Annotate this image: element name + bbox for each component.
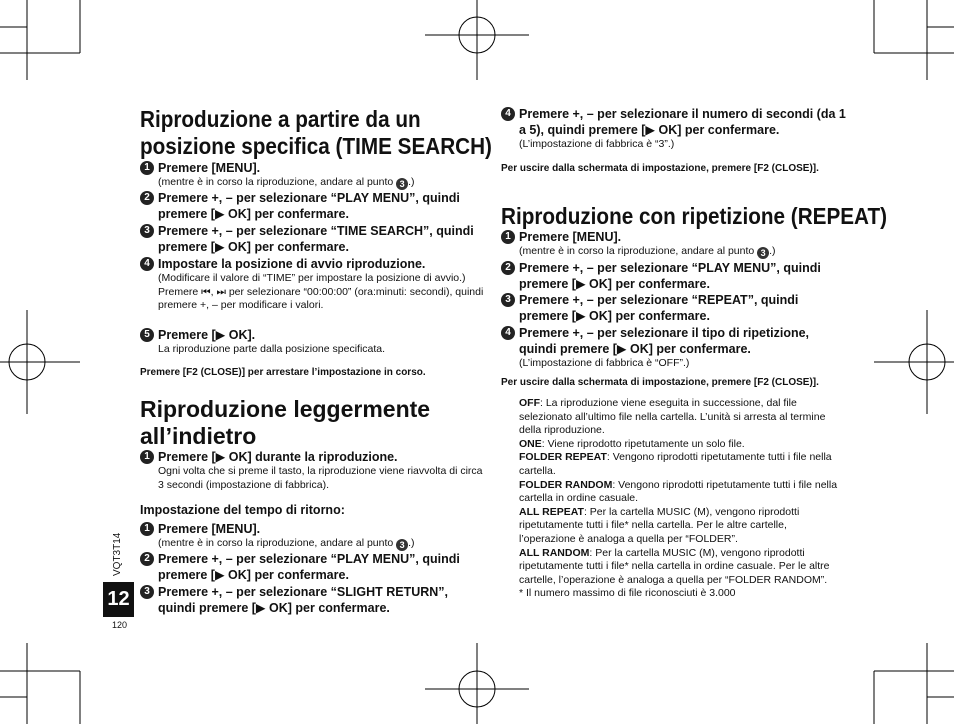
repeat-step-2: 2 Premere +, – per selezionare “PLAY MENU”, quindi premere [▶ OK] per confermare. [501, 260, 846, 292]
section-title-time-search: Riproduzione a partire da un posizione specifica (TIME SEARCH) [140, 106, 492, 159]
section-title-repeat: Riproduzione con ripetizione (REPEAT) [501, 203, 888, 229]
page-number-tab: 12 [103, 582, 134, 617]
return-time-heading: Impostazione del tempo di ritorno: [140, 503, 345, 517]
time-search-step-5: 5 Premere [▶ OK]. La riproduzione parte dalla posizione specificata. [140, 327, 485, 357]
step-number-badge: 5 [140, 328, 154, 342]
step-number-badge: 1 [140, 450, 154, 464]
section-title-slight-return: Riproduzione leggermente all’indietro [140, 396, 431, 449]
step-ref-badge: 3 [396, 178, 408, 190]
stop-setting-note: Premere [F2 (CLOSE)] per arrestare l’impostazione in corso. [140, 367, 426, 378]
time-search-step-1: 1 Premere [MENU]. (mentre è in corso la riproduzione, andare al punto 3 .) [140, 160, 485, 190]
repeat-mode-definitions [519, 397, 844, 601]
step-number-badge: 3 [140, 585, 154, 599]
step-number-badge: 2 [140, 191, 154, 205]
time-search-step-2: 2 Premere +, – per selezionare “PLAY MENU”, quindi premere [▶ OK] per confermare. [140, 190, 485, 222]
step-number-badge: 1 [501, 230, 515, 244]
def-off: OFF: La riproduzione viene eseguita in successione, dal file selezionato all’ultimo file nella cartella. L’unità si arresta al termine della riproduzione. [519, 397, 826, 437]
step-number-badge: 2 [140, 552, 154, 566]
def-one: ONE: Viene riprodotto ripetutamente un solo file. [519, 437, 745, 450]
return-time-step-3: 3 Premere +, – per selezionare “SLIGHT RETURN”, quindi premere [▶ OK] per confermare. [140, 584, 485, 616]
step-number-badge: 2 [501, 261, 515, 275]
def-folder-repeat: FOLDER REPEAT: Vengono riprodotti ripetutamente tutti i file nella cartella. [519, 451, 832, 477]
time-search-step-4: 4 Impostare la posizione di avvio riproduzione. (Modificare il valore di “TIME” per impostare la posizione di avvio.) Premere ⏮, ⏭ per selezionare “00:00:00” (ora:minuti: secondi), quindi premere +, – per modificare i valori. [140, 256, 485, 313]
page-number-small: 120 [112, 620, 128, 630]
exit-setting-note-1: Per uscire dalla schermata di impostazione, premere [F2 (CLOSE)]. [501, 163, 819, 174]
time-search-step-3: 3 Premere +, – per selezionare “TIME SEARCH”, quindi premere [▶ OK] per confermare. [140, 223, 485, 255]
return-time-step-2: 2 Premere +, – per selezionare “PLAY MENU”, quindi premere [▶ OK] per confermare. [140, 551, 485, 583]
step-ref-badge: 3 [396, 539, 408, 551]
def-all-random: ALL RANDOM: Per la cartella MUSIC (M), vengono riprodotti ripetutamente tutti i file* nella cartella in ordine casuale. Per le altre cartelle, l’operazione è analoga a quella per “FOLDER RANDOM”. [519, 546, 830, 586]
return-time-step-1: 1 Premere [MENU]. (mentre è in corso la riproduzione, andare al punto 3 .) [140, 521, 485, 551]
step-number-badge: 4 [501, 107, 515, 121]
step-number-badge: 4 [140, 257, 154, 271]
step-ref-badge: 3 [757, 247, 769, 259]
step-number-badge: 4 [501, 326, 515, 340]
step-number-badge: 3 [140, 224, 154, 238]
model-code: VQT3T14 [112, 532, 123, 576]
repeat-step-1: 1 Premere [MENU]. (mentre è in corso la riproduzione, andare al punto 3 .) [501, 229, 846, 259]
repeat-step-4: 4 Premere +, – per selezionare il tipo di ripetizione, quindi premere [▶ OK] per confermare. (L’impostazione di fabbrica è “OFF”.) [501, 325, 846, 371]
def-all-repeat: ALL REPEAT: Per la cartella MUSIC (M), vengono riprodotti ripetutamente tutti i file* nella cartella. Per le altre cartelle, l’operazione è analoga a quella per “FOLDER”. [519, 505, 800, 545]
return-time-step-4: 4 Premere +, – per selezionare il numero di secondi (da 1 a 5), quindi premere [▶ OK] per confermare. (L’impostazione di fabbrica è “3”.) [501, 106, 846, 152]
slight-return-step-1: 1 Premere [▶ OK] durante la riproduzione. Ogni volta che si preme il tasto, la riproduzione viene riavvolta di circa 3 secondi (impostazione di fabbrica). [140, 449, 485, 492]
footnote: * Il numero massimo di file riconosciuti è 3.000 [519, 587, 736, 600]
repeat-step-3: 3 Premere +, – per selezionare “REPEAT”, quindi premere [▶ OK] per confermare. [501, 292, 846, 324]
def-folder-random: FOLDER RANDOM: Vengono riprodotti ripetutamente tutti i file nella cartella in ordine casuale. [519, 478, 838, 505]
step-number-badge: 1 [140, 161, 154, 175]
exit-setting-note-2: Per uscire dalla schermata di impostazione, premere [F2 (CLOSE)]. [501, 377, 819, 388]
step-number-badge: 1 [140, 522, 154, 536]
step-number-badge: 3 [501, 293, 515, 307]
